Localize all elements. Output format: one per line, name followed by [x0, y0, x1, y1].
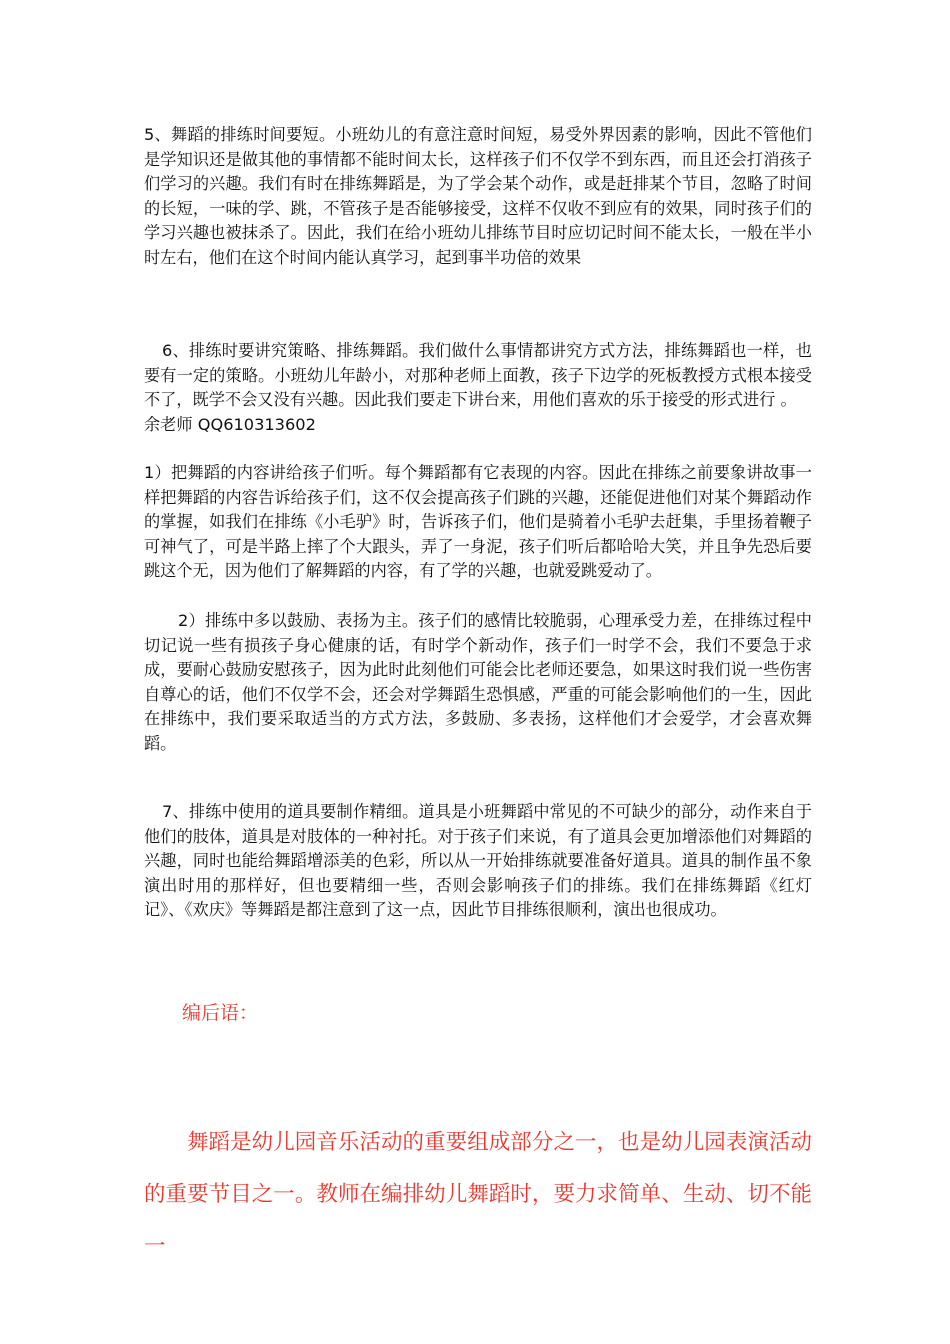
paragraph-rehearsal-time: 5、舞蹈的排练时间要短。小班幼儿的有意注意时间短，易受外界因素的影响，因此不管他们是学知识还是做其他的事情都不能时间太长，这样孩子们不仅学不到东西，而且还会打消孩子们学习的兴趣。我们有时在排练舞蹈是，为了学会某个动作，或是赶排某个节目，忽略了时间的长短，一味的学、跳，不管孩子是否能够接受，这样不仅收不到应有的效果，同时孩子们的学习兴趣也被抹杀了。因此，我们在给小班幼儿排练节目时应切记时间不能太长，一般在半小时左右，他们在这个时间内能认真学习，起到事半功倍的效果: [144, 125, 812, 267]
editor-note-text: 舞蹈是幼儿园音乐活动的重要组成部分之一，也是幼儿园表演活动的重要节目之一。教师在编排幼儿舞蹈时，要力求简单、生动、切不能一: [144, 1130, 812, 1259]
paragraph-encouragement: 2）排练中多以鼓励、表扬为主。孩子们的感情比较脆弱，心理承受力差，在排练过程中切记说一些有损孩子身心健康的话，有时学个新动作，孩子们一时学不会，我们不要急于求成，要耐心鼓励安慰孩子，因为此时此刻他们可能会比老师还要急，如果这时我们说一些伤害自尊心的话，他们不仅学不会，还会对学舞蹈生恐惧感，严重的可能会影响他们的一生，因此在排练中，我们要采取适当的方式方法，多鼓励、多表扬，这样他们才会爱学，才会喜欢舞蹈。: [144, 611, 812, 753]
paragraph-rehearsal-strategy: 6、排练时要讲究策略、排练舞蹈。我们做什么事情都讲究方式方法，排练舞蹈也一样，也要有一定的策略。小班幼儿年龄小，对那种老师上面教，孩子下边学的死板教授方式根本接受不了，既学不会又没有兴趣。因此我们要走下讲台来，用他们喜欢的乐于接受的形式进行 。: [144, 341, 812, 409]
paragraph-props: 7、排练中使用的道具要制作精细。道具是小班舞蹈中常见的不可缺少的部分，动作来自于他们的肢体，道具是对肢体的一种衬托。对于孩子们来说，有了道具会更加增添他们对舞蹈的兴趣，同时也能给舞蹈增添美的色彩，所以从一开始排练就要准备好道具。道具的制作虽不象演出时用的那样好，但也要精细一些，否则会影响孩子们的排练。我们在排练舞蹈《红灯记》、《欢庆》等舞蹈是都注意到了这一点，因此节目排练很顺利，演出也很成功。: [144, 802, 812, 919]
editor-note-title: 编后语：: [182, 1002, 259, 1024]
paragraph-explain-content: 1）把舞蹈的内容讲给孩子们听。每个舞蹈都有它表现的内容。因此在排练之前要象讲故事一样把舞蹈的内容告诉给孩子们，这不仅会提高孩子们跳的兴趣，还能促进他们对某个舞蹈动作的掌握，如我们在排练《小毛驴》时，告诉孩子们，他们是骑着小毛驴去赶集，手里扬着鞭子可神气了，可是半路上摔了个大跟头，弄了一身泥，孩子们听后都哈哈大笑，并且争先恐后要跳这个无，因为他们了解舞蹈的内容，有了学的兴趣，也就爱跳爱动了。: [144, 463, 812, 580]
teacher-contact: 余老师 QQ610313602: [144, 415, 316, 434]
